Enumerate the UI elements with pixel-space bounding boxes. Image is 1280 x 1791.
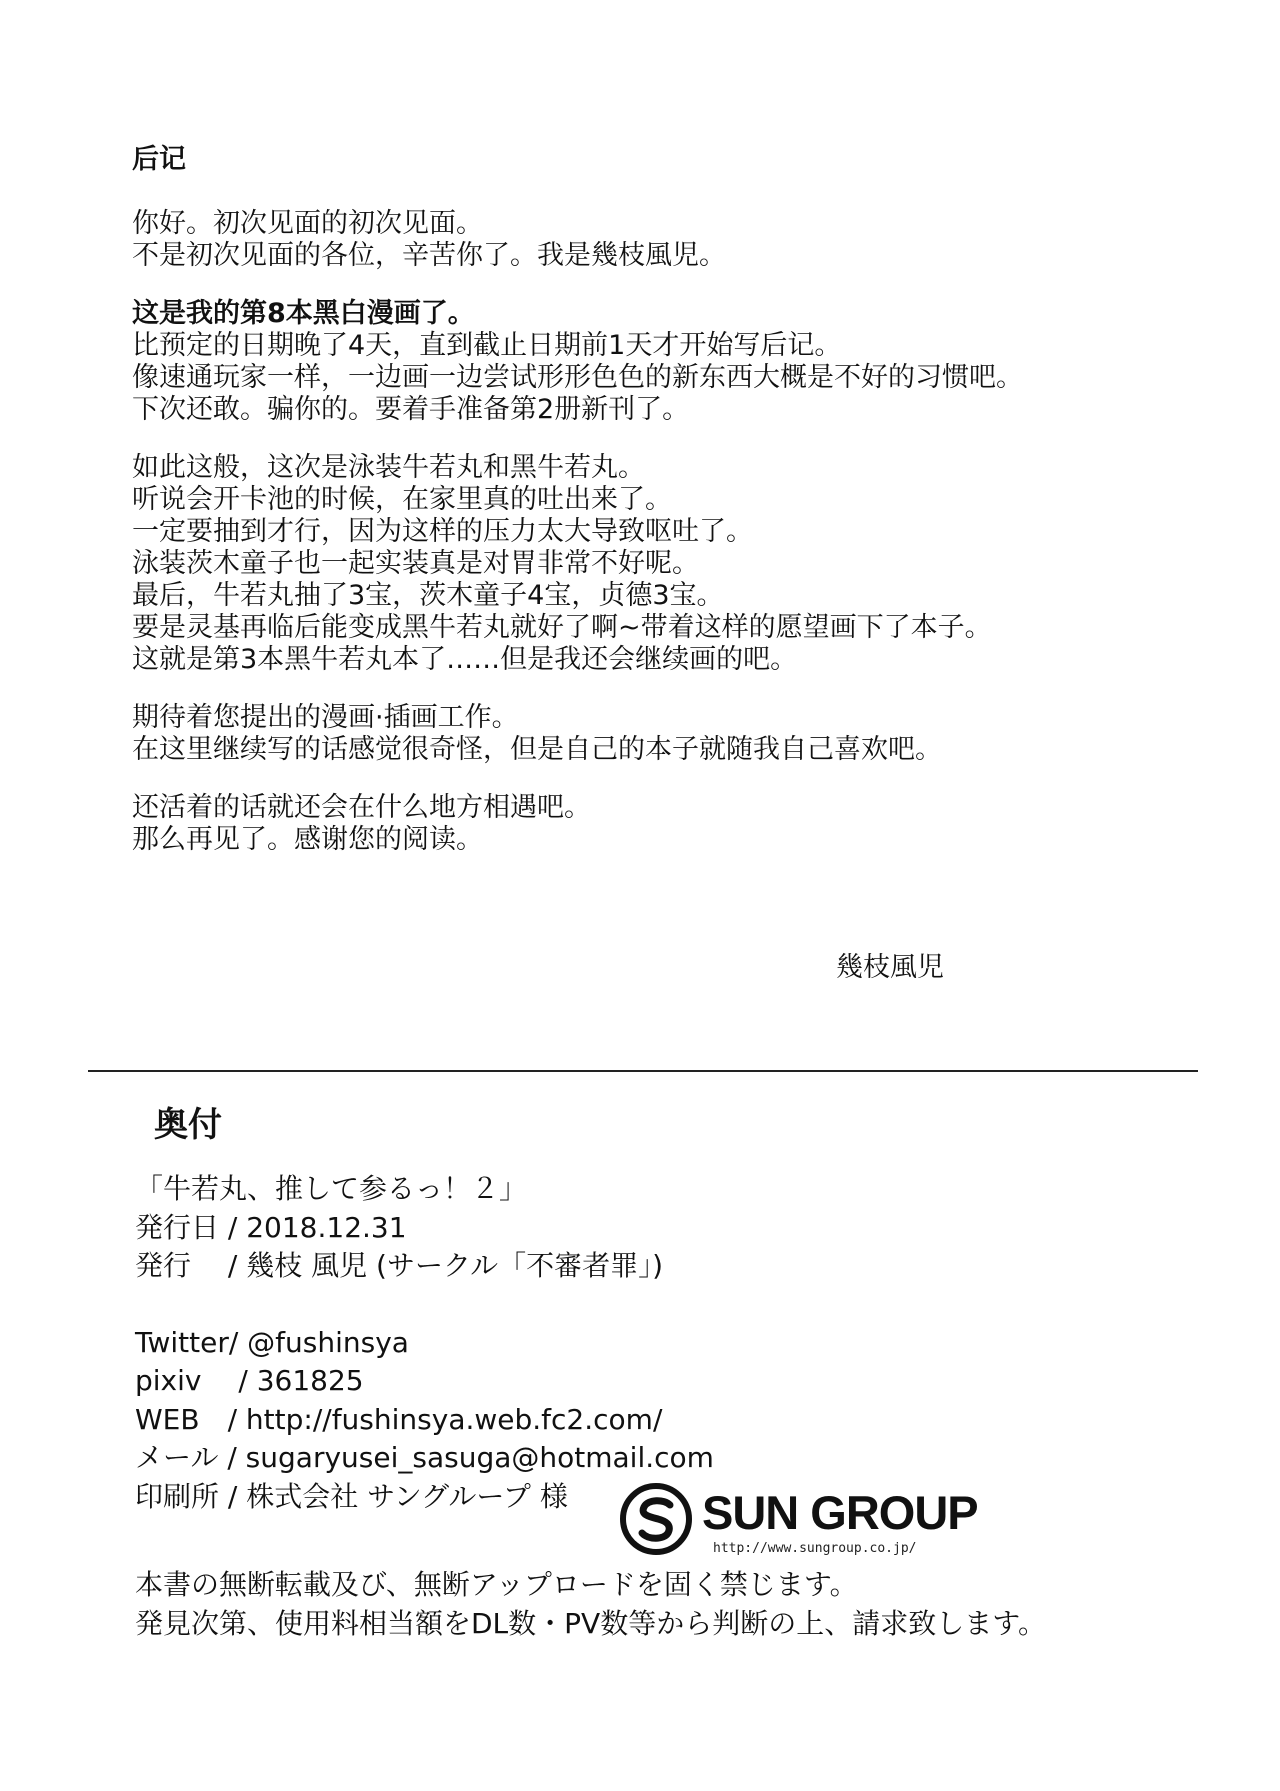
pixiv-id: pixiv / 361825 [135, 1364, 364, 1397]
text-line: 还活着的话就还会在什么地方相遇吧。 [132, 792, 591, 823]
email-address: メール / sugaryusei_sasuga@hotmail.com [135, 1441, 714, 1474]
text-line: 泳装茨木童子也一起实装真是对胃非常不好呢。 [132, 548, 699, 579]
text-line: 下次还敢。骗你的。要着手准备第2册新刊了。 [132, 394, 690, 425]
author-signature: 幾枝風児 [836, 952, 944, 983]
text-line: 不是初次见面的各位，辛苦你了。我是幾枝風児。 [132, 240, 726, 271]
sun-group-logo [620, 1483, 1000, 1563]
book-title: 「牛若丸、推して参るっ！２」 [135, 1172, 528, 1205]
text-line: 像速通玩家一样，一边画一边尝试形形色色的新东西大概是不好的习惯吧。 [132, 362, 1023, 393]
twitter-handle: Twitter/ @fushinsya [135, 1325, 409, 1359]
text-line: 在这里继续写的话感觉很奇怪，但是自己的本子就随我自己喜欢吧。 [132, 734, 942, 765]
issue-date: 発行日 / 2018.12.31 [135, 1210, 407, 1244]
afterword-paragraph [132, 298, 1132, 426]
afterword-paragraph [132, 452, 1132, 676]
website-url: WEB / http://fushinsya.web.fc2.com/ [135, 1402, 663, 1436]
colophon-section [135, 1170, 1135, 1516]
text-line: 你好。初次见面的初次见面。 [132, 208, 483, 239]
notice-line: 発見次第、使用料相当額をDL数・PV数等から判断の上、請求致します。 [135, 1607, 1046, 1640]
section-divider [88, 1070, 1198, 1072]
highlight-line: 这是我的第8本黑白漫画了。 [132, 298, 475, 329]
text-line: 比预定的日期晚了4天，直到截止日期前1天才开始写后记。 [132, 330, 842, 361]
text-line: 最后，牛若丸抽了3宝，茨木童子4宝，贞德3宝。 [132, 580, 724, 611]
copyright-notice [135, 1565, 1046, 1643]
text-line: 听说会开卡池的时候，在家里真的吐出来了。 [132, 484, 672, 515]
text-line: 这就是第3本黑牛若丸本了……但是我还会继续画的吧。 [132, 644, 798, 675]
text-line: 一定要抽到才行，因为这样的压力太大导致呕吐了。 [132, 516, 753, 547]
text-line: 期待着您提出的漫画·插画工作。 [132, 702, 519, 733]
publisher: 発行 / 幾枝 風児 (サークル「不審者罪」) [135, 1249, 664, 1282]
afterword-paragraph [132, 792, 1132, 856]
text-line: 如此这般，这次是泳装牛若丸和黑牛若丸。 [132, 452, 645, 483]
afterword-paragraph [132, 702, 1132, 766]
sun-group-url: http://www.sungroup.co.jp/ [713, 1541, 917, 1556]
afterword-paragraph [132, 208, 1132, 272]
text-line: 那么再见了。感谢您的阅读。 [132, 824, 483, 855]
notice-line: 本書の無断転載及び、無断アップロードを固く禁じます。 [135, 1568, 858, 1601]
colophon-heading: 奥付 [154, 1105, 222, 1145]
sun-group-logo-text: SUN GROUP [702, 1486, 978, 1539]
printer-info: 印刷所 / 株式会社 サングループ 様 [135, 1479, 568, 1513]
text-line: 要是灵基再临后能变成黑牛若丸就好了啊~带着这样的愿望画下了本子。 [132, 612, 992, 643]
afterword-heading: 后记 [132, 144, 186, 175]
spacer [135, 1286, 1135, 1324]
sun-group-logo-icon [620, 1483, 692, 1555]
afterword-section [132, 140, 1132, 882]
